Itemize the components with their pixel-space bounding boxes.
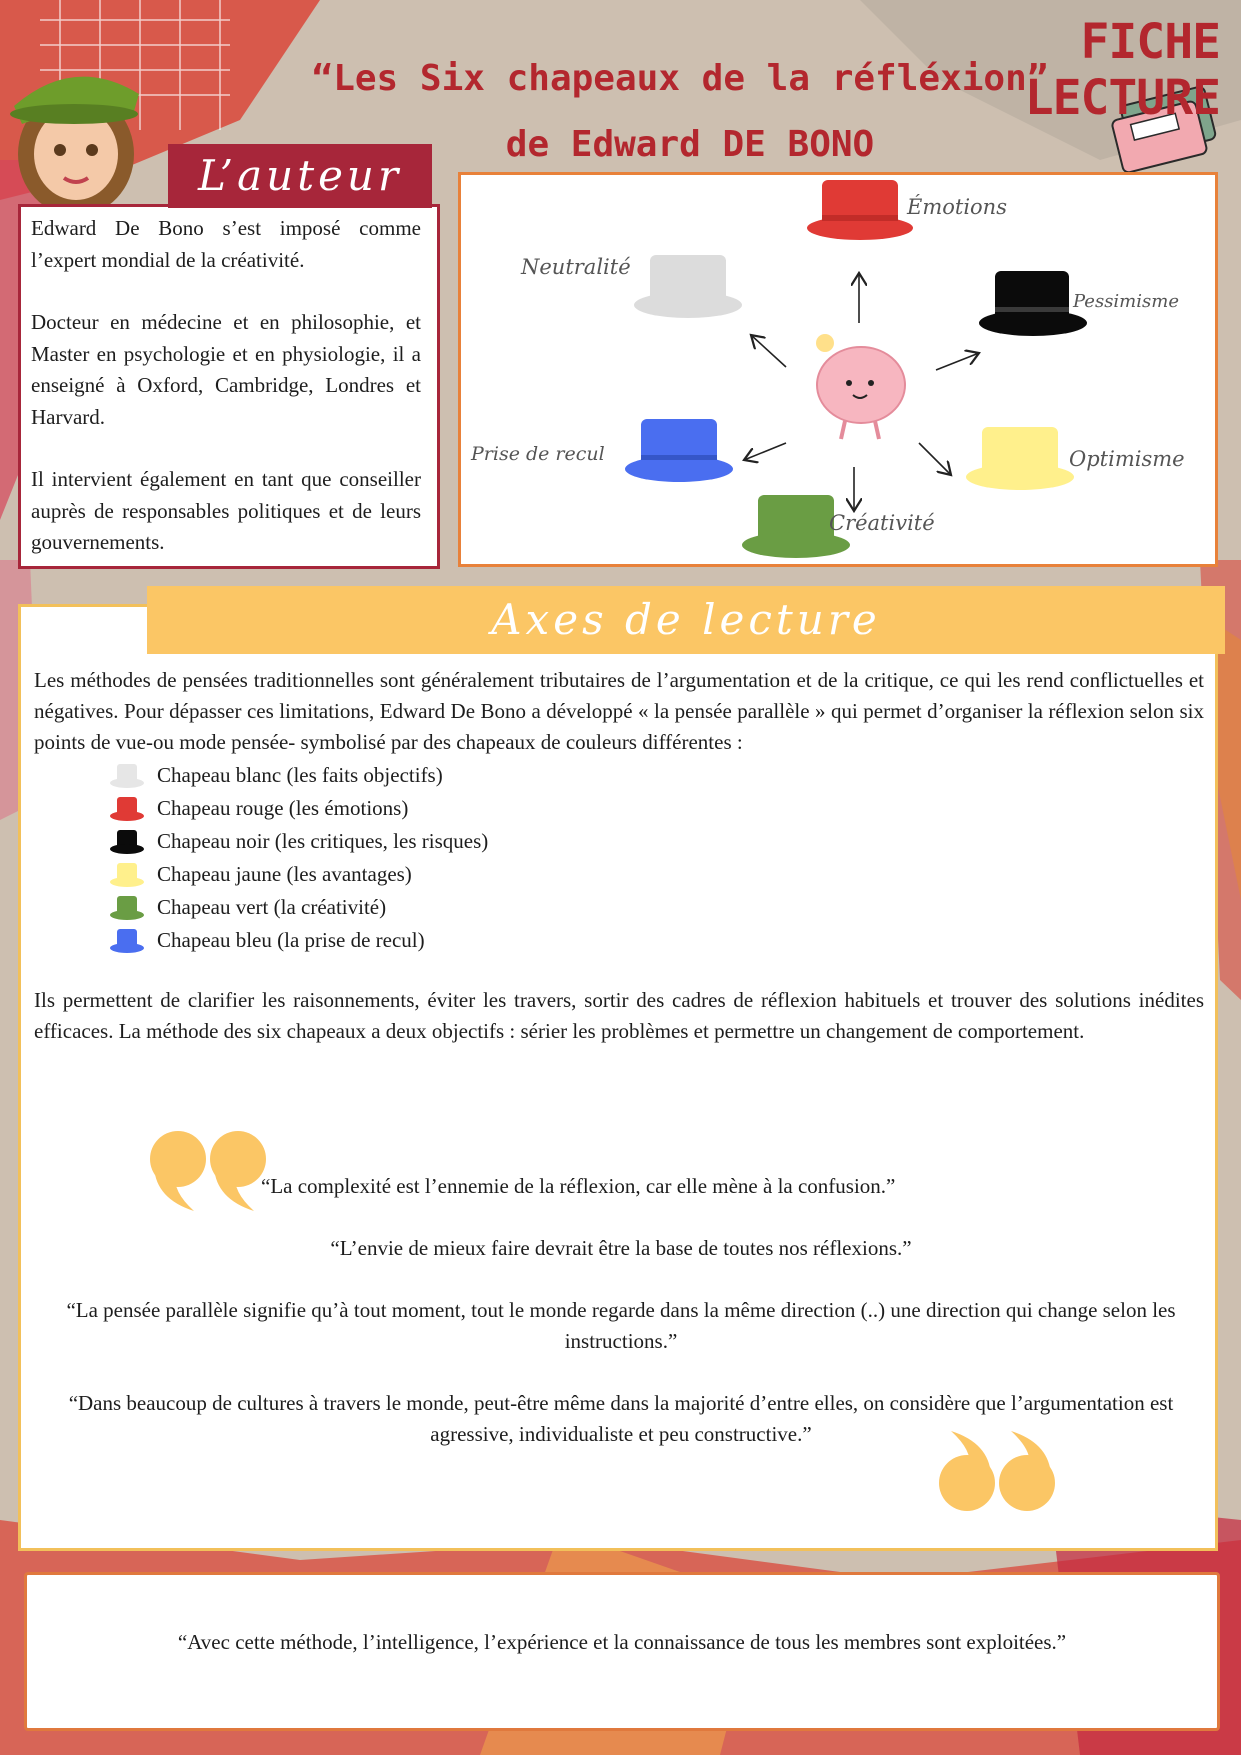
green-hat-icon [109,894,145,922]
hats-list [109,759,488,957]
blue-hat-icon [109,927,145,955]
red-hat-icon [807,180,913,240]
hat-label: Chapeau blanc (les faits objectifs) [157,763,443,787]
avatar [4,54,154,214]
black-hat-icon [109,828,145,856]
open-quote-icon [148,1129,272,1213]
author-section [18,204,440,569]
close-quote-icon [933,1429,1057,1513]
hat-label: Chapeau bleu (la prise de recul) [157,928,425,952]
author-heading: L’auteur [168,144,432,208]
list-item [109,924,488,957]
axes-intro: Les méthodes de pensées traditionnelles sont généralement tributaires de l’argumentation et de la critique, ce qui les rend conflictuelles et négatives. Pour dépasser ces limitations, Edward De Bono a développé « la pensée parallèle » qui permet d’organiser la réflexion selon six points de vue-ou mode pensée- symbolisé par des chapeaux de couleurs différentes : [34,668,1204,754]
author-paragraph: Docteur en médecine et en philosophie, et Master en psychologie et en physiologie, il a enseigné à Oxford, Cambridge, Londres et Harvard. [31,310,421,429]
list-item [109,759,488,792]
label-creativite: Créativité [829,511,935,535]
quote: “La pensée parallèle signifie qu’à tout moment, tout le monde regarde dans la même direction (..) une direction qui change selon les instructions.” [66,1298,1176,1353]
hat-label: Chapeau jaune (les avantages) [157,862,412,886]
white-hat-icon [109,762,145,790]
footer-quote-box [24,1572,1220,1731]
author-paragraph: Edward De Bono s’est imposé comme l’expert mondial de la créativité. [31,216,421,272]
label-neutralite: Neutralité [521,255,631,279]
yellow-hat-icon [109,861,145,889]
quote: “L’envie de mieux faire devrait être la base de toutes nos réflexions.” [330,1236,912,1260]
quote: “La complexité est l’ennemie de la réflexion, car elle mène à la confusion.” [261,1174,896,1198]
yellow-hat-icon [966,427,1074,490]
red-hat-icon [109,795,145,823]
white-hat-icon [634,255,742,318]
axes-conclusion: Ils permettent de clarifier les raisonnements, éviter les travers, sortir des cadres de réflexion habituels et trouver des solutions inédites efficaces. La méthode des six chapeaux a deux objectifs : sérier les problèmes et permettre un changement de comportement. [34,988,1204,1043]
page-title: “Les Six chapeaux de la réfléxion” [311,58,1049,99]
page-badge: FICHE LECTURE [1024,14,1220,126]
brain-icon [816,334,905,439]
label-emotions: Émotions [907,195,1007,219]
black-hat-icon [979,271,1087,336]
list-item [109,858,488,891]
reading-axes-section [18,604,1218,1551]
hat-label: Chapeau rouge (les émotions) [157,796,409,820]
hat-label: Chapeau noir (les critiques, les risques) [157,829,489,853]
hats-diagram-art [461,175,1215,564]
list-item [109,792,488,825]
hats-diagram [458,172,1218,567]
list-item [109,825,488,858]
label-optimisme: Optimisme [1069,447,1185,471]
axes-heading: Axes de lecture [147,586,1225,654]
hat-label: Chapeau vert (la créativité) [157,895,387,919]
quote: “Dans beaucoup de cultures à travers le monde, peut-être même dans la majorité d’entre elles, on considère que l’argumentation est agressive, individualiste et peu constructive.” [68,1391,1174,1446]
label-recul: Prise de recul [471,443,605,465]
list-item [109,891,488,924]
page-byline: de Edward DE BONO [505,124,875,165]
blue-hat-icon [625,419,733,482]
label-pessimisme: Pessimisme [1073,291,1179,312]
author-paragraph: Il intervient également en tant que conseiller auprès de responsables politiques et de leurs gouvernements. [31,467,421,554]
footer-quote: “Avec cette méthode, l’intelligence, l’expérience et la connaissance de tous les membres sont exploitées.” [177,1630,1067,1654]
